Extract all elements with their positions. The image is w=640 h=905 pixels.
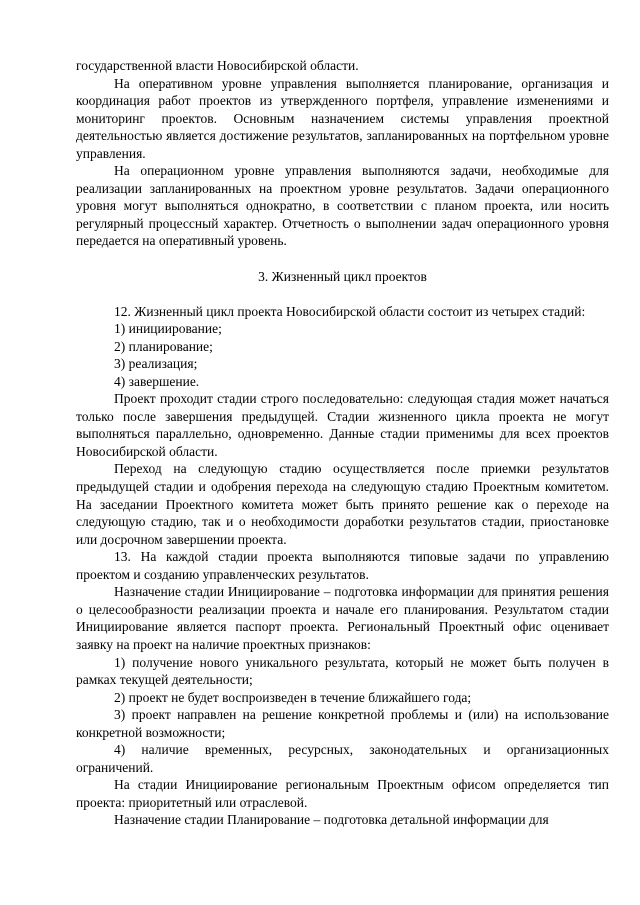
- paragraph-continuation: государственной власти Новосибирской области.: [76, 58, 359, 73]
- paragraph-transition: Переход на следующую стадию осуществляется после приемки результатов предыдущей стадии и одобрения перехода на следующую стадию Проектным комитетом. На заседании Проектного комитета может быть принято решение как о переходе на следующую стадию, так и о необходимости доработки результатов стадии, приостановке или досрочном завершении проекта.: [76, 461, 609, 547]
- paragraph-operation-level: На операционном уровне управления выполняются задачи, необходимые для реализации запланированных на проектном уровне результатов. Задачи операционного уровня могут выполняться однократно, в соответствии с планом проекта, или носить регулярный процессный характер. Отчетность о выполнении задач операционного уровня передается на оперативный уровень.: [76, 163, 609, 249]
- paragraph-planning: Назначение стадии Планирование – подготовка детальной информации для: [114, 812, 549, 828]
- paragraph-project-type: На стадии Инициирование региональным Проектным офисом определяется тип проекта: приоритетный или отраслевой.: [76, 777, 609, 810]
- paragraph-item-13: 13. На каждой стадии проекта выполняются типовые задачи по управлению проектом и созданию управленческих результатов.: [76, 549, 609, 582]
- criteria-list-item: 1) получение нового уникального результата, который не может быть получен в рамках текущей деятельности;: [76, 654, 609, 688]
- paragraph-sequential: Проект проходит стадии строго последовательно: следующая стадия может начаться только после завершения предыдущей. Стадии жизненного цикла проекта не могут выполняться параллельно, одновременно. Данные стадии применимы для всех проектов Новосибирской области.: [76, 391, 609, 459]
- stage-list-item: 4) завершение.: [114, 373, 200, 389]
- criteria-list-item: 3) проект направлен на решение конкретной проблемы и (или) на использование конкретной возможности;: [76, 707, 609, 740]
- paragraph-operational-level: На оперативном уровне управления выполняется планирование, организация и координация работ проектов из утвержденного портфеля, управление изменениями и мониторинг проектов. Основным назначением системы управления проектной деятельностью является достижение результатов, запланированных на портфельном уровне управления.: [76, 75, 609, 161]
- criteria-list-item: 4) наличие временных, ресурсных, законодательных и организационных ограничений.: [76, 742, 609, 775]
- criteria-list-item: 2) проект не будет воспроизведен в течение ближайшего года;: [114, 689, 472, 705]
- document-body: [76, 57, 609, 829]
- stage-list-item: 3) реализация;: [114, 356, 198, 372]
- paragraph-item-12: 12. Жизненный цикл проекта Новосибирской области состоит из четырех стадий:: [114, 303, 586, 319]
- stage-list-item: 1) инициирование;: [114, 321, 222, 337]
- section-heading: 3. Жизненный цикл проектов: [258, 268, 427, 284]
- stage-list-item: 2) планирование;: [114, 338, 213, 354]
- paragraph-initiation: Назначение стадии Инициирование – подготовка информации для принятия решения о целесообразности реализации проекта и начале его планирования. Результатом стадии Инициирование является паспорт проекта. Региональный Проектный офис оценивает заявку на проект на наличие проектных признаков:: [76, 584, 609, 652]
